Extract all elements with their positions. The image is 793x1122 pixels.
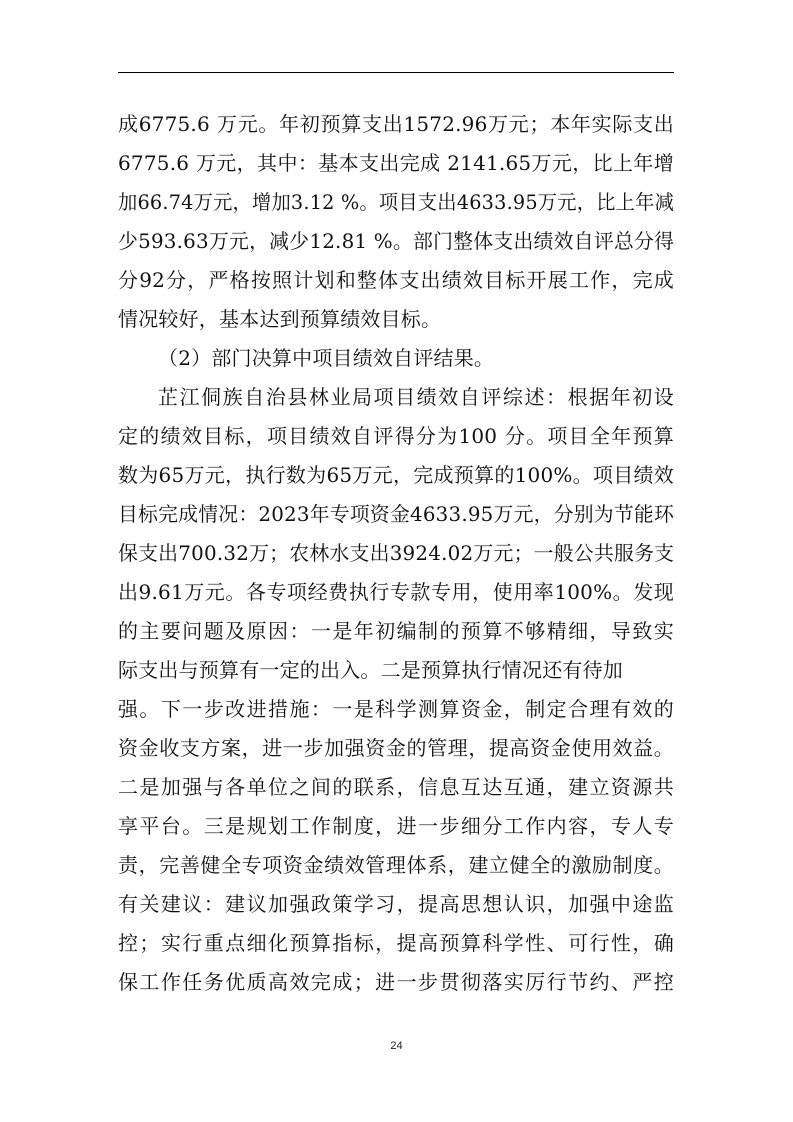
text-line: 数为65万元，执行数为65万元，完成预算的100%。项目绩效: [118, 463, 674, 487]
text-line: 保工作任务优质高效完成；进一步贯彻落实厉行节约、严控: [118, 970, 674, 994]
text-line: 少593.63万元，减少12.81 %。部门整体支出绩效自评总分得: [118, 229, 675, 253]
page-number: 24: [390, 1040, 403, 1052]
text-line: 保支出700.32万；农林水支出3924.02万元；一般公共服务支: [118, 541, 675, 565]
text-line: 有关建议：建议加强政策学习，提高思想认识，加强中途监: [118, 892, 674, 916]
text-line: 成6775.6 万元。年初预算支出1572.96万元；本年实际支出: [118, 112, 674, 136]
text-line: 出9.61万元。各专项经费执行专款专用，使用率100%。发现: [118, 580, 674, 604]
text-line: 定的绩效目标，项目绩效自评得分为100 分。项目全年预算: [118, 424, 674, 448]
text-line: 目标完成情况：2023年专项资金4633.95万元，分别为节能环: [118, 502, 675, 526]
text-line: 分92分，严格按照计划和整体支出绩效目标开展工作，完成: [118, 268, 674, 292]
text-line: 6775.6 万元，其中：基本支出完成 2141.65万元，比上年增: [118, 151, 674, 175]
text-line: 二是加强与各单位之间的联系，信息互达互通，建立资源共: [118, 775, 674, 799]
section-heading: （2）部门决算中项目绩效自评结果。: [158, 346, 495, 370]
text-line: 际支出与预算有一定的出入。二是预算执行情况还有待加: [118, 658, 623, 682]
text-line: 控；实行重点细化预算指标，提高预算科学性、可行性，确: [118, 931, 674, 955]
text-line: 强。下一步改进措施：一是科学测算资金，制定合理有效的: [118, 697, 674, 721]
text-line: 享平台。三是规划工作制度，进一步细分工作内容，专人专: [118, 814, 674, 838]
text-line: 加66.74万元，增加3.12 %。项目支出4633.95万元，比上年减: [118, 190, 675, 214]
text-line: 资金收支方案，进一步加强资金的管理，提高资金使用效益。: [118, 736, 674, 760]
text-line: 责，完善健全专项资金绩效管理体系，建立健全的激励制度。: [118, 853, 674, 877]
text-line: 的主要问题及原因：一是年初编制的预算不够精细，导致实: [118, 619, 674, 643]
header-rule: [118, 72, 674, 73]
text-line: 情况较好，基本达到预算绩效目标。: [118, 307, 442, 331]
text-line: 芷江侗族自治县林业局项目绩效自评综述：根据年初设: [158, 385, 674, 409]
